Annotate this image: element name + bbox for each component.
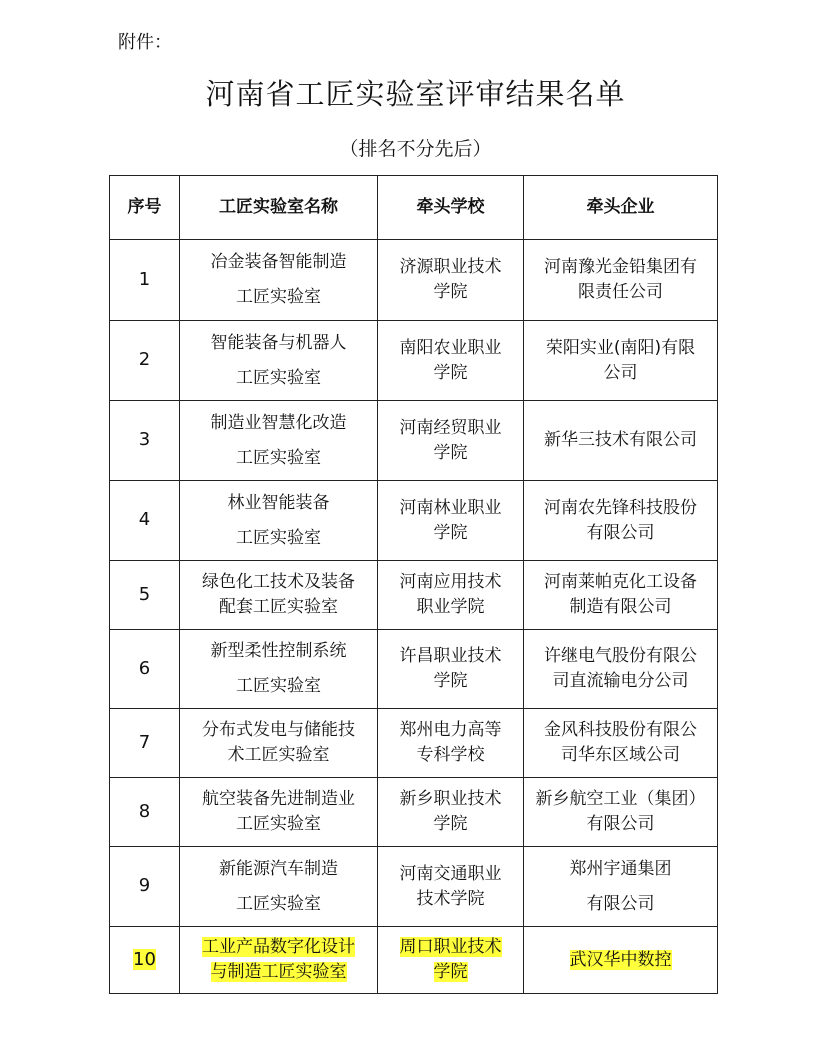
school-cell <box>378 847 524 927</box>
lab-name-line: 分布式发电与储能技 <box>202 720 355 741</box>
row-number <box>110 927 180 994</box>
school-line: 河南交通职业 <box>399 863 502 884</box>
company-line: 河南豫光金铅集团有 <box>544 257 697 278</box>
lab-name-line: 林业智能装备 <box>227 492 330 513</box>
school-line: 学院 <box>433 962 468 982</box>
lab-name-line: 新型柔性控制系统 <box>210 641 347 662</box>
company-line: 郑州宇通集团 <box>569 858 672 879</box>
company-line: 荣阳实业(南阳)有限 <box>545 337 696 358</box>
page-title: 河南省工匠实验室评审结果名单 <box>205 77 626 111</box>
company-line: 限责任公司 <box>578 282 663 302</box>
lab-name-cell <box>180 847 378 927</box>
attachment-label: 附件： <box>118 32 172 53</box>
company-line: 有限公司 <box>586 522 655 543</box>
school-line: 学院 <box>433 671 468 691</box>
results-table <box>109 175 718 994</box>
school-line: 郑州电力高等 <box>399 720 502 741</box>
company-line: 新乡航空工业（集团） <box>535 789 706 810</box>
header-lead-school: 牵头学校 <box>378 176 524 240</box>
table-row-highlighted <box>110 927 718 994</box>
company-line: 司直流输电分公司 <box>552 671 689 691</box>
lab-name-line: 工匠实验室 <box>236 527 321 548</box>
lab-name-line: 工业产品数字化设计 <box>202 937 355 958</box>
row-number: 2 <box>110 321 180 401</box>
lab-name-line: 工匠实验室 <box>236 447 321 468</box>
lab-name-cell <box>180 401 378 481</box>
table-row <box>110 778 718 847</box>
school-line: 许昌职业技术 <box>399 646 502 667</box>
lab-name-line: 配套工匠实验室 <box>219 597 338 617</box>
company-cell <box>524 240 718 321</box>
school-line: 学院 <box>433 522 468 543</box>
school-line: 学院 <box>433 362 468 383</box>
company-line: 有限公司 <box>586 893 655 914</box>
table-row <box>110 321 718 401</box>
school-cell <box>378 401 524 481</box>
company-cell <box>524 561 718 630</box>
school-line: 新乡职业技术 <box>399 789 502 810</box>
company-line: 有限公司 <box>586 814 655 834</box>
school-line: 河南应用技术 <box>399 572 502 593</box>
school-line: 南阳农业职业 <box>399 337 502 358</box>
school-cell <box>378 630 524 709</box>
lab-name-line: 工匠实验室 <box>236 287 321 307</box>
header-lead-company: 牵头企业 <box>524 176 718 240</box>
row-number: 7 <box>110 709 180 778</box>
lab-name-line: 智能装备与机器人 <box>210 332 347 353</box>
row-number: 3 <box>110 401 180 481</box>
row-number: 9 <box>110 847 180 927</box>
company-line: 河南农先锋科技股份 <box>544 497 697 518</box>
page-subtitle: （排名不分先后） <box>339 138 492 160</box>
table-row <box>110 481 718 561</box>
school-cell <box>378 481 524 561</box>
row-number: 5 <box>110 561 180 630</box>
company-cell <box>524 778 718 847</box>
school-cell <box>378 561 524 630</box>
highlight-mark: 10 <box>133 948 156 970</box>
company-line: 武汉华中数控 <box>569 949 672 970</box>
school-cell <box>378 321 524 401</box>
table-row <box>110 240 718 321</box>
company-cell <box>524 709 718 778</box>
lab-name-cell <box>180 630 378 709</box>
company-line: 河南莱帕克化工设备 <box>544 572 697 593</box>
table-row <box>110 709 718 778</box>
table-row <box>110 561 718 630</box>
header-lab-name: 工匠实验室名称 <box>180 176 378 240</box>
school-line: 济源职业技术 <box>399 257 502 278</box>
lab-name-line: 工匠实验室 <box>236 814 321 834</box>
table-row <box>110 630 718 709</box>
company-cell <box>524 630 718 709</box>
school-line: 河南经贸职业 <box>399 417 502 438</box>
school-line: 学院 <box>433 814 468 834</box>
table-row <box>110 401 718 481</box>
lab-name-line: 航空装备先进制造业 <box>202 789 355 810</box>
company-cell <box>524 847 718 927</box>
company-cell <box>524 321 718 401</box>
row-number: 8 <box>110 778 180 847</box>
lab-name-cell <box>180 927 378 994</box>
table-header-row <box>110 176 718 240</box>
company-line: 许继电气股份有限公 <box>544 646 697 667</box>
lab-name-line: 工匠实验室 <box>236 893 321 914</box>
lab-name-cell <box>180 778 378 847</box>
school-line: 技术学院 <box>416 888 485 909</box>
school-line: 学院 <box>433 442 468 463</box>
company-line: 金风科技股份有限公 <box>544 720 697 741</box>
school-line: 河南林业职业 <box>399 497 502 518</box>
lab-name-cell <box>180 481 378 561</box>
school-line: 专科学校 <box>416 745 485 765</box>
lab-name-line: 新能源汽车制造 <box>219 858 338 879</box>
lab-name-line: 制造业智慧化改造 <box>210 412 347 433</box>
company-line: 新华三技术有限公司 <box>544 430 697 451</box>
lab-name-cell <box>180 240 378 321</box>
company-cell <box>524 401 718 481</box>
row-number: 1 <box>110 240 180 321</box>
lab-name-line: 术工匠实验室 <box>227 745 330 765</box>
school-cell <box>378 240 524 321</box>
lab-name-line: 工匠实验室 <box>236 367 321 388</box>
row-number: 6 <box>110 630 180 709</box>
lab-name-line: 与制造工匠实验室 <box>210 962 347 982</box>
lab-name-line: 工匠实验室 <box>236 676 321 696</box>
school-line: 周口职业技术 <box>399 937 502 958</box>
row-number: 4 <box>110 481 180 561</box>
school-cell <box>378 778 524 847</box>
company-cell <box>524 481 718 561</box>
school-cell <box>378 927 524 994</box>
school-line: 职业学院 <box>416 597 485 617</box>
header-number: 序号 <box>110 176 180 240</box>
lab-name-cell <box>180 561 378 630</box>
lab-name-line: 绿色化工技术及装备 <box>202 572 355 593</box>
company-cell <box>524 927 718 994</box>
lab-name-cell <box>180 321 378 401</box>
school-cell <box>378 709 524 778</box>
table-row <box>110 847 718 927</box>
school-line: 学院 <box>433 282 468 302</box>
company-line: 制造有限公司 <box>569 597 672 617</box>
lab-name-cell <box>180 709 378 778</box>
lab-name-line: 冶金装备智能制造 <box>210 252 347 273</box>
company-line: 公司 <box>603 362 638 383</box>
company-line: 司华东区域公司 <box>561 745 680 765</box>
